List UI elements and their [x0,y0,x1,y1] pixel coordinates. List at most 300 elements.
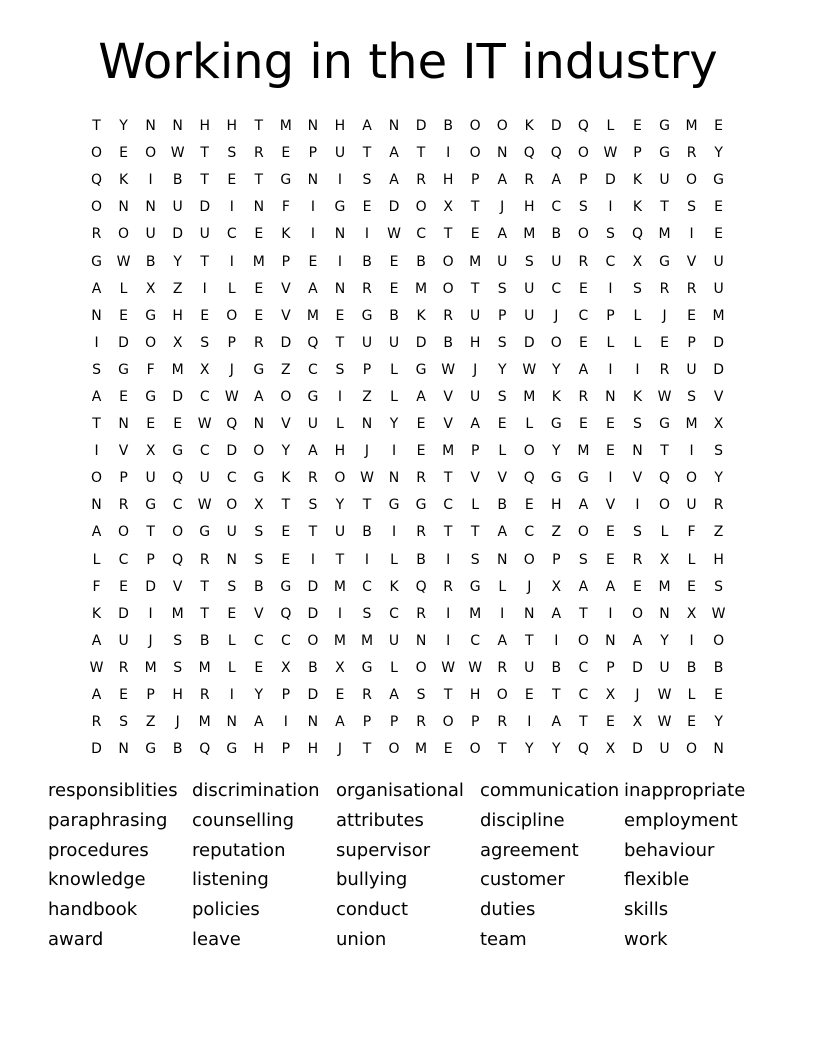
word-bank-item: employment [624,809,738,831]
grid-letter: R [524,172,535,189]
grid-letter: W [89,659,104,676]
grid-letter: N [307,714,319,731]
grid-letter: H [199,118,210,135]
grid-letter: H [307,741,319,758]
grid-letter: R [632,551,643,568]
grid-letter: X [443,199,453,216]
grid-letter: E [443,741,453,758]
grid-letter: G [253,361,265,378]
grid-letter: O [577,632,589,649]
grid-letter: T [335,334,345,351]
grid-letter: R [308,470,318,487]
grid-letter: S [524,253,534,270]
grid-letter: I [554,632,559,649]
grid-letter: R [578,388,589,405]
grid-letter: D [713,334,724,351]
grid-letter: J [337,741,343,758]
grid-letter: P [119,470,128,487]
grid-row [83,330,733,357]
grid-letter: B [686,659,697,676]
grid-letter: S [362,172,372,189]
grid-letter: U [199,470,210,487]
grid-letter: M [279,118,292,135]
grid-letter: S [470,551,480,568]
grid-letter: P [579,172,588,189]
grid-letter: U [388,632,400,649]
grid-letter: M [333,578,346,595]
grid-letter: J [148,632,153,649]
grid-letter: N [172,118,183,135]
grid-row [83,248,733,275]
grid-letter: R [686,145,697,162]
grid-letter: W [387,226,401,243]
grid-letter: E [200,307,210,324]
grid-letter: D [307,687,319,704]
grid-letter: J [175,714,180,731]
grid-letter: S [714,578,724,595]
grid-letter: A [91,524,102,541]
grid-letter: P [362,714,372,731]
grid-letter: U [713,253,724,270]
grid-letter: P [606,307,615,324]
word-bank-item: award [48,928,104,950]
grid-letter: E [335,687,345,704]
grid-letter: U [659,659,670,676]
grid-letter: T [443,470,453,487]
grid-letter: E [119,388,128,405]
grid-letter: M [415,280,428,297]
grid-letter: G [145,388,157,405]
grid-letter: P [389,714,399,731]
grid-letter: D [199,199,211,216]
grid-letter: P [498,307,507,324]
grid-letter: H [713,551,724,568]
grid-letter: E [687,307,696,324]
grid-letter: E [578,280,588,297]
grid-letter: B [416,253,426,270]
word-bank-item: skills [624,899,669,921]
grid-letter: B [497,497,508,514]
grid-letter: L [660,524,669,541]
grid-letter: S [497,334,507,351]
grid-letter: Y [714,714,723,731]
grid-letter: R [578,253,589,270]
grid-letter: Q [226,416,238,433]
grid-letter: Y [714,470,723,487]
word-bank-item: reputation [192,839,286,861]
grid-letter: T [200,578,209,595]
grid-letter: A [551,714,562,731]
grid-row [83,384,733,411]
grid-letter: H [551,497,562,514]
grid-letter: O [469,741,481,758]
grid-letter: J [500,199,505,216]
grid-letter: G [253,470,265,487]
grid-row [83,167,733,194]
grid-letter: J [229,361,234,378]
grid-letter: P [281,253,291,270]
word-bank-item: flexible [624,869,690,891]
grid-row [83,276,733,303]
grid-letter: D [118,334,129,351]
grid-letter: Y [389,416,399,433]
grid-letter: I [608,280,613,297]
grid-letter: E [362,199,372,216]
grid-letter: M [577,443,590,460]
grid-letter: B [443,334,453,351]
grid-letter: R [416,524,426,541]
grid-letter: E [119,578,128,595]
grid-letter: N [659,605,670,622]
grid-letter: G [280,578,292,595]
grid-letter: G [280,172,292,189]
grid-letter: E [173,416,183,433]
grid-letter: C [578,687,589,704]
grid-letter: K [91,605,102,622]
grid-row [83,221,733,248]
grid-letter: E [605,416,615,433]
grid-letter: Q [523,470,535,487]
grid-letter: Q [280,605,292,622]
grid-letter: C [551,199,562,216]
grid-letter: I [689,226,694,243]
grid-letter: K [524,118,534,135]
grid-letter: M [306,307,319,324]
grid-row [83,574,733,601]
grid-letter: T [281,497,291,514]
grid-letter: C [578,659,589,676]
grid-letter: A [632,632,643,649]
grid-letter: K [551,388,561,405]
grid-letter: I [446,605,451,622]
grid-letter: A [605,578,616,595]
grid-letter: R [416,605,426,622]
grid-letter: E [389,253,399,270]
grid-letter: D [307,605,319,622]
grid-letter: N [226,551,237,568]
grid-letter: C [443,497,454,514]
grid-letter: P [308,145,318,162]
grid-letter: L [471,497,480,514]
grid-letter: U [118,632,129,649]
grid-letter: C [470,632,481,649]
grid-letter: O [307,632,319,649]
grid-letter: Q [199,741,211,758]
grid-letter: M [685,118,698,135]
grid-letter: A [389,172,399,189]
grid-letter: N [307,172,319,189]
grid-letter: O [253,443,265,460]
word-bank-item: bullying [336,869,408,891]
grid-letter: X [632,253,643,270]
grid-letter: D [280,334,292,351]
grid-letter: J [527,578,532,595]
grid-letter: E [714,226,724,243]
grid-letter: U [334,145,346,162]
grid-letter: O [91,470,103,487]
grid-letter: C [226,470,237,487]
grid-letter: M [198,714,211,731]
grid-letter: M [523,388,536,405]
grid-letter: M [469,253,482,270]
grid-letter: B [172,172,183,189]
grid-letter: G [334,199,346,216]
grid-letter: O [631,605,643,622]
grid-letter: O [523,443,535,460]
grid-letter: I [283,714,288,731]
grid-letter: Z [281,361,291,378]
grid-letter: I [337,605,343,622]
grid-letter: A [551,605,562,622]
grid-letter: D [415,334,427,351]
grid-letter: H [469,687,481,704]
grid-row [83,357,733,384]
grid-letter: Y [552,741,561,758]
grid-letter: S [200,334,210,351]
grid-letter: H [172,687,183,704]
grid-letter: X [713,416,724,433]
grid-letter: E [660,334,669,351]
grid-row [83,465,733,492]
grid-letter: E [416,416,426,433]
grid-letter: I [608,361,613,378]
grid-letter: X [145,280,156,297]
grid-letter: A [91,280,102,297]
grid-letter: Z [362,388,372,405]
grid-letter: T [497,741,507,758]
grid-row [83,655,733,682]
grid-letter: I [391,524,397,541]
grid-row [83,140,733,167]
grid-letter: K [281,226,291,243]
grid-letter: H [469,334,481,351]
grid-letter: E [254,307,264,324]
grid-letter: E [470,226,480,243]
grid-letter: R [659,361,670,378]
grid-letter: R [253,334,264,351]
grid-letter: N [605,388,616,405]
grid-letter: F [92,578,101,595]
grid-letter: N [388,118,400,135]
grid-letter: M [523,226,536,243]
grid-letter: A [254,714,264,731]
grid-letter: U [524,659,535,676]
grid-letter: X [281,659,291,676]
grid-letter: R [497,714,508,731]
grid-letter: G [145,741,157,758]
grid-letter: U [686,361,697,378]
grid-letter: W [657,687,672,704]
grid-letter: X [199,361,210,378]
word-bank-item: work [624,928,668,950]
grid-letter: E [714,687,724,704]
grid-letter: P [470,172,480,189]
grid-letter: Y [497,361,507,378]
grid-letter: C [416,226,426,243]
grid-letter: C [280,632,291,649]
grid-letter: Z [145,714,156,731]
grid-row [83,438,733,465]
grid-letter: V [443,388,453,405]
grid-letter: T [254,172,264,189]
grid-letter: S [497,388,507,405]
grid-letter: Q [658,470,671,487]
grid-letter: P [470,443,480,460]
grid-letter: O [415,659,427,676]
grid-letter: I [148,605,153,622]
grid-row [83,682,733,709]
grid-letter: D [226,443,238,460]
grid-letter: O [523,551,535,568]
grid-letter: O [226,497,238,514]
grid-letter: L [525,416,534,433]
grid-letter: S [605,226,615,243]
grid-letter: Q [550,145,562,162]
grid-letter: A [254,388,264,405]
grid-letter: P [362,361,372,378]
grid-letter: T [552,687,561,704]
grid-letter: M [685,416,698,433]
grid-row [83,519,733,546]
grid-letter: E [119,145,128,162]
grid-letter: O [415,199,427,216]
grid-letter: R [118,659,129,676]
grid-letter: T [308,524,318,541]
grid-letter: N [713,741,724,758]
grid-letter: D [145,578,156,595]
grid-letter: O [118,226,130,243]
grid-letter: I [446,632,451,649]
grid-letter: E [605,551,615,568]
grid-letter: A [91,388,102,405]
word-bank-item: policies [192,899,260,921]
grid-letter: Q [91,172,103,189]
grid-letter: U [199,226,210,243]
grid-letter: A [470,416,480,433]
grid-letter: I [689,632,694,649]
grid-letter: O [658,497,671,514]
grid-letter: Q [307,334,319,351]
grid-letter: U [470,388,481,405]
grid-letter: O [577,145,589,162]
grid-letter: Q [172,470,184,487]
grid-letter: O [442,253,454,270]
grid-letter: J [662,307,667,324]
grid-letter: W [116,253,131,270]
grid-letter: O [713,632,725,649]
grid-letter: R [91,714,102,731]
grid-letter: S [687,388,696,405]
word-bank-item: organisational [336,780,464,801]
grid-letter: U [551,253,562,270]
grid-letter: V [254,605,264,622]
grid-letter: G [550,416,562,433]
word-bank-item: leave [192,928,241,950]
grid-letter: L [498,578,507,595]
grid-letter: K [389,578,399,595]
grid-letter: O [550,334,562,351]
grid-letter: D [172,226,184,243]
grid-letter: N [145,199,156,216]
grid-letter: X [605,687,616,704]
grid-letter: K [118,172,129,189]
word-bank-item: inappropriate [624,780,746,801]
grid-letter: C [226,226,237,243]
word-bank-item: team [480,928,527,950]
grid-letter: E [227,172,237,189]
grid-letter: T [579,605,588,622]
grid-letter: U [686,497,697,514]
grid-letter: N [91,497,102,514]
grid-letter: A [497,632,508,649]
grid-letter: L [92,551,101,568]
grid-letter: F [687,524,696,541]
grid-letter: S [687,199,696,216]
grid-letter: P [687,334,696,351]
grid-letter: U [307,416,319,433]
grid-letter: C [389,605,399,622]
grid-letter: C [199,388,210,405]
grid-letter: A [551,172,562,189]
grid-letter: I [635,361,640,378]
grid-letter: T [335,551,345,568]
grid-letter: D [632,659,643,676]
grid-letter: Y [552,361,561,378]
grid-letter: M [658,226,671,243]
grid-letter: V [118,443,129,460]
grid-letter: N [388,470,400,487]
grid-letter: R [362,687,372,704]
grid-letter: T [470,524,480,541]
grid-letter: O [334,470,346,487]
grid-letter: M [658,578,671,595]
grid-letter: H [442,172,454,189]
grid-letter: Y [254,687,264,704]
grid-letter: W [657,388,672,405]
grid-letter: T [524,632,534,649]
grid-letter: Y [524,741,534,758]
grid-letter: B [713,659,724,676]
word-bank-item: responsiblities [48,780,178,801]
grid-letter: N [415,632,427,649]
grid-letter: W [441,361,456,378]
grid-letter: E [633,578,642,595]
grid-letter: D [91,741,102,758]
grid-letter: C [524,524,535,541]
grid-letter: W [197,497,212,514]
grid-letter: U [172,199,183,216]
grid-letter: Y [281,443,291,460]
grid-letter: O [442,714,454,731]
grid-letter: T [443,687,453,704]
grid-letter: I [527,714,532,731]
grid-letter: I [337,253,343,270]
grid-letter: A [578,497,589,514]
grid-letter: G [226,741,238,758]
grid-letter: E [146,416,156,433]
grid-letter: L [227,659,236,676]
grid-letter: K [281,470,291,487]
word-bank-item: discipline [480,809,565,831]
grid-letter: O [577,226,589,243]
grid-letter: U [524,307,535,324]
grid-letter: N [307,118,319,135]
grid-letter: Y [335,497,345,514]
grid-letter: E [308,253,318,270]
grid-letter: G [469,578,481,595]
grid-letter: G [388,497,400,514]
grid-letter: G [550,470,562,487]
